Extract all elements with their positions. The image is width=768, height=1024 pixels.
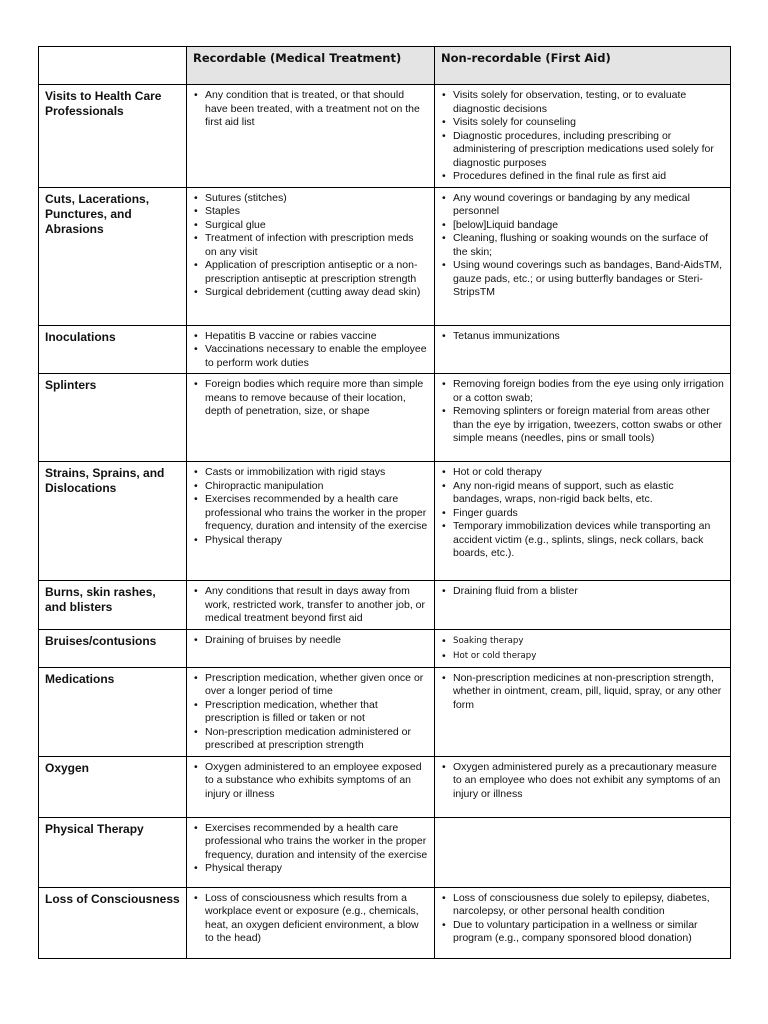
- first-aid-cell: [435, 629, 731, 667]
- table-row: [39, 756, 731, 817]
- bullet-item: • Due to voluntary participation in a wellness or similar program (e.g., company sponsored blood donation): [453, 919, 724, 946]
- recordable-header: Recordable (Medical Treatment): [187, 47, 435, 85]
- bullet-list: [441, 466, 724, 561]
- category-cell: Loss of Consciousness: [39, 887, 187, 958]
- first-aid-cell: [435, 462, 731, 581]
- bullet-item: • Vaccinations necessary to enable the employee to perform work duties: [205, 343, 428, 370]
- bullet-item: • Oxygen administered to an employee exposed to a substance who exhibits symptoms of an injury or illness: [205, 761, 428, 802]
- bullet-item: • Tetanus immunizations: [453, 330, 724, 344]
- first-aid-cell: [435, 667, 731, 756]
- bullet-item: • Chiropractic manipulation: [205, 480, 428, 494]
- bullet-list: [193, 672, 428, 753]
- bullet-item: • Any non-rigid means of support, such as elastic bandages, wraps, non-rigid back belts, etc.: [453, 480, 724, 507]
- recordable-cell: [187, 187, 435, 325]
- first-aid-cell: [435, 887, 731, 958]
- recordable-cell: [187, 581, 435, 630]
- bullet-item: • Surgical glue: [205, 219, 428, 233]
- bullet-item: • Any condition that is treated, or that should have been treated, with a treatment not on the first aid list: [205, 89, 428, 130]
- table-row: [39, 462, 731, 581]
- bullet-item: • Casts or immobilization with rigid stays: [205, 466, 428, 480]
- recordable-cell: [187, 667, 435, 756]
- table-row: [39, 581, 731, 630]
- bullet-item: • Removing splinters or foreign material from areas other than the eye by irrigation, tweezers, cotton swabs or other simple means (needles, pins or small tools): [453, 405, 724, 446]
- bullet-item: • Loss of consciousness which results from a workplace event or exposure (e.g., chemicals, heat, an oxygen deficient environment, a blow to the head): [205, 892, 428, 946]
- bullet-item: • Physical therapy: [205, 862, 428, 876]
- bullet-item: • Exercises recommended by a health care professional who trains the worker in the proper frequency, duration and intensity of the exercise: [205, 822, 428, 863]
- bullet-item: • Hot or cold therapy: [453, 466, 724, 480]
- bullet-item: • Diagnostic procedures, including prescribing or administering of prescription medications used solely for diagnostic purposes: [453, 130, 724, 171]
- table-row: [39, 374, 731, 462]
- bullet-item: • Physical therapy: [205, 534, 428, 548]
- bullet-item: • Using wound coverings such as bandages, Band-AidsTM, gauze pads, etc.; or using butterfly bandages or Steri-StripsTM: [453, 259, 724, 300]
- bullet-list: [193, 466, 428, 547]
- bullet-item: • Procedures defined in the final rule as first aid: [453, 170, 724, 184]
- bullet-list: [193, 634, 428, 648]
- bullet-list: [441, 89, 724, 184]
- bullet-item: • Sutures (stitches): [205, 192, 428, 206]
- bullet-list: [193, 330, 428, 371]
- category-cell: Cuts, Lacerations, Punctures, and Abrasions: [39, 187, 187, 325]
- bullet-list: [193, 89, 428, 130]
- bullet-item: • Hepatitis B vaccine or rabies vaccine: [205, 330, 428, 344]
- table-row: [39, 887, 731, 958]
- table-row: [39, 85, 731, 188]
- category-cell: Medications: [39, 667, 187, 756]
- first-aid-cell: [435, 374, 731, 462]
- bullet-list: [193, 822, 428, 876]
- first-aid-cell: [435, 325, 731, 374]
- bullet-list: [441, 192, 724, 300]
- bullet-list: [441, 378, 724, 446]
- bullet-item: • Treatment of infection with prescription meds on any visit: [205, 232, 428, 259]
- bullet-item: • Prescription medication, whether given once or over a longer period of time: [205, 672, 428, 699]
- bullet-item: • Finger guards: [453, 507, 724, 521]
- bullet-item: • Hot or cold therapy: [453, 649, 724, 664]
- recordable-cell: [187, 887, 435, 958]
- recordable-cell: [187, 325, 435, 374]
- table-row: [39, 325, 731, 374]
- bullet-list: [441, 892, 724, 946]
- table-body: [39, 85, 731, 959]
- bullet-item: • Visits solely for counseling: [453, 116, 724, 130]
- category-cell: Burns, skin rashes, and blisters: [39, 581, 187, 630]
- bullet-item: • Cleaning, flushing or soaking wounds on the surface of the skin;: [453, 232, 724, 259]
- first-aid-cell: [435, 581, 731, 630]
- bullet-list: [193, 378, 428, 419]
- bullet-list: [193, 192, 428, 300]
- recordable-vs-first-aid-table: [38, 46, 731, 959]
- category-cell: Physical Therapy: [39, 817, 187, 887]
- bullet-item: • Any wound coverings or bandaging by any medical personnel: [453, 192, 724, 219]
- table-row: [39, 629, 731, 667]
- recordable-cell: [187, 629, 435, 667]
- first-aid-header: Non-recordable (First Aid): [435, 47, 731, 85]
- recordable-cell: [187, 462, 435, 581]
- first-aid-cell: [435, 85, 731, 188]
- bullet-item: • [below]Liquid bandage: [453, 219, 724, 233]
- bullet-item: • Staples: [205, 205, 428, 219]
- recordable-cell: [187, 374, 435, 462]
- header-row: [39, 47, 731, 85]
- bullet-item: • Draining fluid from a blister: [453, 585, 724, 599]
- bullet-item: • Soaking therapy: [453, 634, 724, 649]
- bullet-item: • Application of prescription antiseptic or a non-prescription antiseptic at prescription strength: [205, 259, 428, 286]
- bullet-list: [441, 634, 724, 664]
- bullet-list: [193, 892, 428, 946]
- category-cell: Visits to Health Care Professionals: [39, 85, 187, 188]
- bullet-item: • Any conditions that result in days away from work, restricted work, transfer to another job, or medical treatment beyond first aid: [205, 585, 428, 626]
- category-cell: Bruises/contusions: [39, 629, 187, 667]
- category-cell: Oxygen: [39, 756, 187, 817]
- recordable-cell: [187, 756, 435, 817]
- bullet-item: • Visits solely for observation, testing, or to evaluate diagnostic decisions: [453, 89, 724, 116]
- bullet-list: [193, 761, 428, 802]
- recordable-cell: [187, 817, 435, 887]
- table-row: [39, 667, 731, 756]
- bullet-list: [193, 585, 428, 626]
- bullet-item: • Prescription medication, whether that prescription is filled or taken or not: [205, 699, 428, 726]
- bullet-item: • Draining of bruises by needle: [205, 634, 428, 648]
- bullet-item: • Removing foreign bodies from the eye using only irrigation or a cotton swab;: [453, 378, 724, 405]
- table-row: [39, 187, 731, 325]
- bullet-item: • Surgical debridement (cutting away dead skin): [205, 286, 428, 300]
- category-cell: Inoculations: [39, 325, 187, 374]
- bullet-item: • Non-prescription medicines at non-prescription strength, whether in ointment, cream, pill, liquid, spray, or any other form: [453, 672, 724, 713]
- category-cell: Strains, Sprains, and Dislocations: [39, 462, 187, 581]
- bullet-list: [441, 761, 724, 802]
- bullet-item: • Foreign bodies which require more than simple means to remove because of their location, depth of penetration, size, or shape: [205, 378, 428, 419]
- bullet-item: • Exercises recommended by a health care professional who trains the worker in the proper frequency, duration and intensity of the exercise: [205, 493, 428, 534]
- bullet-list: [441, 585, 724, 599]
- first-aid-cell: [435, 187, 731, 325]
- bullet-list: [441, 330, 724, 344]
- bullet-list: [441, 672, 724, 713]
- category-header: [39, 47, 187, 85]
- first-aid-cell: [435, 756, 731, 817]
- table-row: [39, 817, 731, 887]
- first-aid-cell: [435, 817, 731, 887]
- bullet-item: • Loss of consciousness due solely to epilepsy, diabetes, narcolepsy, or other personal health condition: [453, 892, 724, 919]
- bullet-item: • Temporary immobilization devices while transporting an accident victim (e.g., splints, slings, neck collars, back boards, etc.).: [453, 520, 724, 561]
- bullet-item: • Non-prescription medication administered or prescribed at prescription strength: [205, 726, 428, 753]
- bullet-item: • Oxygen administered purely as a precautionary measure to an employee who does not exhibit any symptoms of an injury or illness: [453, 761, 724, 802]
- recordable-cell: [187, 85, 435, 188]
- category-cell: Splinters: [39, 374, 187, 462]
